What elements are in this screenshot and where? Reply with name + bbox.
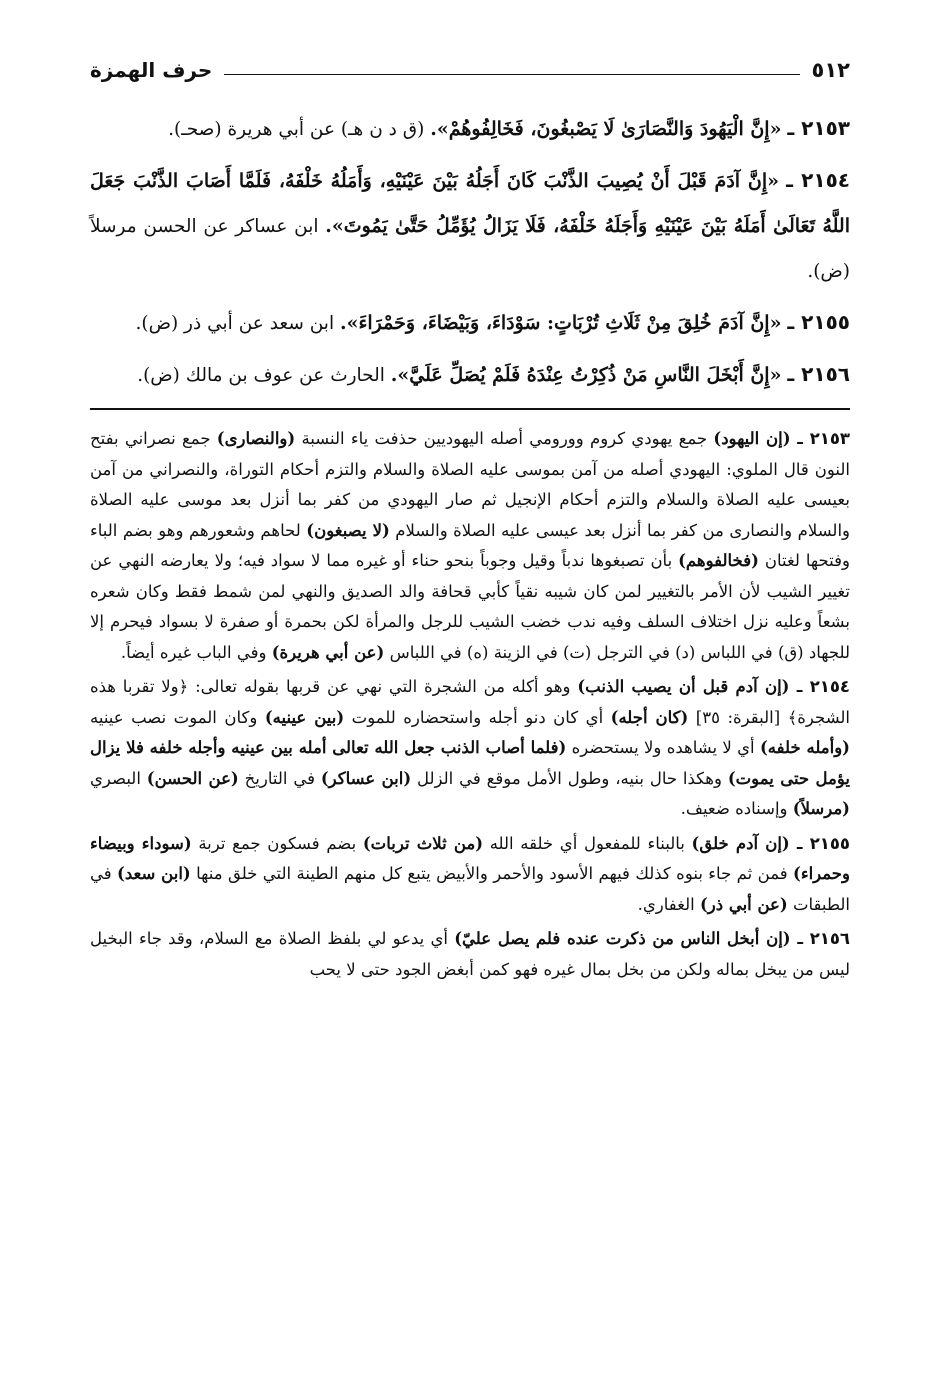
note-keyword: (والنصارى) [216, 429, 296, 448]
hadith-text: «إِنَّ أَبْخَلَ النَّاسِ مَنْ ذُكِرْتُ عِنْدَهُ فَلَمْ يُصَلِّ عَلَيَّ». [390, 364, 782, 386]
note-text: جمع يهودي كروم وورومي أصله اليهوديين حذفت ياء النسبة [295, 429, 714, 448]
hadith-entry [90, 158, 850, 294]
note-keyword: (إن اليهود) [713, 429, 791, 448]
note-keyword: (وأمله خلفه) [759, 738, 850, 757]
note-number: ٢١٥٤ ـ [789, 677, 850, 696]
note-keyword: (عن أبي ذر) [699, 894, 788, 914]
footnote-divider [90, 408, 850, 410]
note-number: ٢١٥٣ ـ [790, 429, 850, 448]
commentary-note [90, 829, 850, 921]
note-text: في التاريخ [238, 768, 321, 788]
note-keyword: (فخالفوهم) [678, 551, 759, 570]
hadith-entry [90, 106, 850, 152]
note-keyword: (عن أبي هريرة) [271, 642, 385, 662]
hadith-entry [90, 352, 850, 398]
note-text: البصري [90, 768, 147, 788]
note-text: في الطبقات [90, 864, 850, 914]
hadith-text: «إِنَّ آدَمَ خُلِقَ مِنْ ثَلَاثِ تُرْبَاتٍ: سَوْدَاءَ، وَبَيْضَاءَ، وَحَمْرَاءَ». [339, 312, 782, 334]
note-text: أي لا يشاهده ولا يستحضره [566, 738, 760, 757]
note-keyword: (إن آدم خلق) [691, 833, 790, 853]
note-text: وهكذا حال بنيه، وطول الأمل موقع في الزلل [411, 768, 728, 788]
note-text: فمن ثم جاء بنوه كذلك فيهم الأسود والأحمر والأبيض يتبع كل منهم الطينة التي خلق منها [190, 864, 794, 883]
hadith-source: (ق د ن هـ) عن أبي هريرة (صحـ). [168, 119, 425, 140]
hadith-text: «إِنَّ الْيَهُودَ وَالنَّصَارَىٰ لَا يَصْبغُونَ، فَخَالِفُوهُمْ». [430, 118, 782, 140]
hadith-text: «إِنَّ آدَمَ قَبْلَ أَنْ يُصِيبَ الذَّنْبَ كَانَ أَجَلُهُ بَيْنَ عَيْنَيْهِ، وَأَمَلُهُ خَلْفَهُ، فَلَمَّا أَصَابَ الذَّنْبَ جَعَلَ اللَّهُ تَعَالَىٰ أَمَلَهُ بَيْنَ عَيْنَيْهِ وَأَجَلَهُ خَلْفَهُ، فَلَا يَزَالُ يُؤَمِّلُ حَتَّىٰ يَمُوتَ». [90, 170, 850, 237]
note-text: وكان الموت نصب عينيه [90, 707, 265, 727]
note-text: وإسناده ضعيف. [680, 799, 793, 818]
running-head [90, 52, 850, 88]
note-text: بأن تصبغوها ندباً وقيل وجوباً بنحو حناء أو غيره مما لا سواد فيه؛ ولا يعارضه النهي عن تغيير الشيب لأن الأمر بالتغيير لمن كان شيبه نقياً كأبي قحافة والد الصديق والنهي لمن شمط فقط وكان شعره بشعاً وعليه نزل اختلاف السلف وفيه ندب خضب الشيب للرجل والمرأة لكن بحمرة أو صفرة لا بسواد فيحرم إلا للجهاد (ق) في اللباس (د) في الترجل (ت) في الزينة (ه) في اللباس [90, 551, 850, 662]
note-text: الغفاري. [637, 894, 700, 914]
chapter-title: حرف الهمزة [90, 58, 213, 82]
hadith-number: ٢١٥٦ ـ [787, 362, 850, 386]
note-keyword: (ابن عساكر) [320, 768, 412, 788]
note-text: وفي الباب غيره أيضاً. [120, 642, 272, 662]
note-keyword: (فلما أصاب الذنب جعل الله تعالى أمله بين عينيه وأجله خلفه فلا يزال يؤمل حتى يموت) [90, 738, 850, 788]
hadith-number: ٢١٥٤ ـ [786, 168, 850, 192]
note-text: أي كان دنو أجله واستحضاره للموت [344, 707, 611, 727]
note-text: بضم فسكون جمع تربة [191, 833, 363, 853]
commentary-note [90, 924, 850, 985]
note-keyword: (إن أبخل الناس من ذكرت عنده فلم يصل عليّ) [454, 929, 791, 948]
note-keyword: (مرسلاً) [792, 799, 850, 818]
hadith-number: ٢١٥٥ ـ [787, 310, 850, 334]
note-keyword: (إن آدم قبل أن يصيب الذنب) [577, 677, 790, 696]
commentary-notes [90, 424, 850, 985]
note-keyword: (كان أجله) [610, 707, 689, 727]
note-number: ٢١٥٥ ـ [789, 833, 851, 853]
note-keyword: (لا يصبغون) [306, 520, 390, 540]
header-rule [224, 74, 799, 75]
note-keyword: (من ثلاث تربات) [362, 833, 484, 853]
commentary-note [90, 424, 850, 668]
note-text: وهو أكله من الشجرة التي نهي عن قربها بقوله تعالى: ﴿ولا تقربا هذه الشجرة﴾ [البقرة: ٣٥] [90, 677, 851, 727]
note-keyword: (سوداء وبيضاء وحمراء) [90, 833, 850, 883]
page [90, 52, 850, 989]
note-number: ٢١٥٦ ـ [790, 929, 850, 948]
hadith-list [90, 106, 850, 398]
page-number: ٥١٢ [811, 58, 850, 82]
hadith-source: ابن عساكر عن الحسن مرسلاً (ض). [90, 216, 850, 282]
hadith-number: ٢١٥٣ ـ [787, 116, 850, 140]
hadith-source: الحارث عن عوف بن مالك (ض). [137, 365, 385, 386]
hadith-entry [90, 300, 850, 346]
note-keyword: (ابن سعد) [117, 864, 191, 883]
note-keyword: (عن الحسن) [146, 768, 239, 788]
note-text: بالبناء للمفعول أي خلقه الله [483, 833, 692, 853]
note-text: جمع نصراني بفتح النون قال الملوي: اليهودي أصله من آمن بموسى عليه الصلاة والسلام والتزم أحكام التوراة، والنصراني من آمن بعيسى عليه الصلاة والسلام والتزم أحكام الإنجيل ثم صار اليهودي من كفر بما أنزل بعد موسى عليه الصلاة والسلام والنصارى من كفر بما أنزل بعد عيسى عليه الصلاة والسلام [90, 429, 850, 540]
note-text: أي يدعو لي بلفظ الصلاة مع السلام، وقد جاء البخيل ليس من يبخل بماله ولكن من بخل بمال غيره فهو كمن أبغض الجود حتى لا يحب [90, 929, 850, 979]
commentary-note [90, 672, 850, 825]
note-keyword: (بين عينيه) [264, 707, 345, 727]
hadith-source: ابن سعد عن أبي ذر (ض). [135, 313, 335, 334]
note-text: لحاهم وشعورهم وهو بضم الباء وفتحها لغتان [90, 520, 850, 570]
